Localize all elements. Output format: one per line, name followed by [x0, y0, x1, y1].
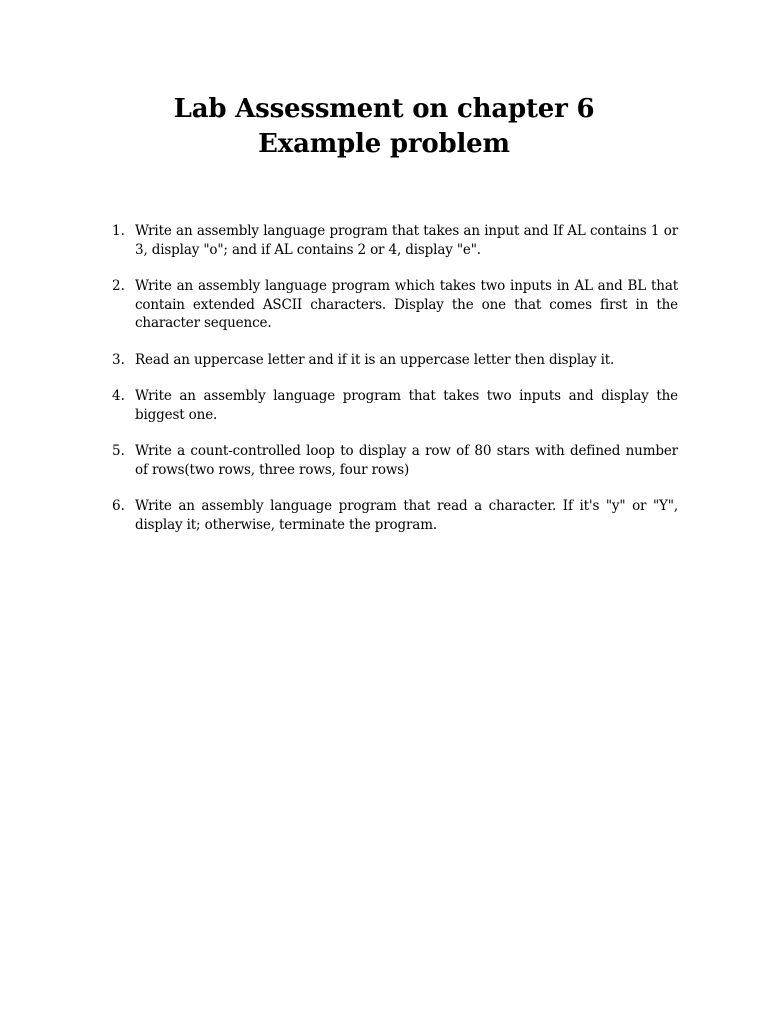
problem-text: Write an assembly language program which takes two inputs in AL and BL that contain extended ASCII characters. Display the one that comes first in the character sequence. — [135, 278, 678, 331]
problem-text: Write an assembly language program that takes an input and If AL contains 1 or 3, display "o"; and if AL contains 2 or 4, display "e". — [135, 223, 678, 258]
list-item — [112, 387, 678, 424]
problem-number: 2. — [112, 278, 125, 294]
problem-number: 3. — [112, 351, 125, 368]
problem-text: Read an uppercase letter and if it is an uppercase letter then display it. — [135, 351, 615, 368]
list-item — [112, 497, 678, 534]
problem-number: 6. — [112, 498, 125, 514]
problem-number: 1. — [112, 223, 125, 239]
problem-number: 4. — [112, 388, 125, 404]
list-item — [112, 351, 678, 370]
list-item — [112, 222, 678, 259]
document-title: Lab Assessment on chapter 6 Example problem — [173, 94, 595, 159]
list-item — [112, 442, 678, 479]
problem-number: 5. — [112, 443, 125, 459]
problem-list — [112, 222, 678, 552]
problem-text: Write an assembly language program that read a character. If it's "y" or "Y", display it; otherwise, terminate the program. — [135, 498, 678, 533]
list-item — [112, 277, 678, 333]
problem-text: Write a count-controlled loop to display a row of 80 stars with defined number of rows(two rows, three rows, four rows) — [135, 443, 678, 478]
problem-text: Write an assembly language program that takes two inputs and display the biggest one. — [135, 388, 678, 423]
